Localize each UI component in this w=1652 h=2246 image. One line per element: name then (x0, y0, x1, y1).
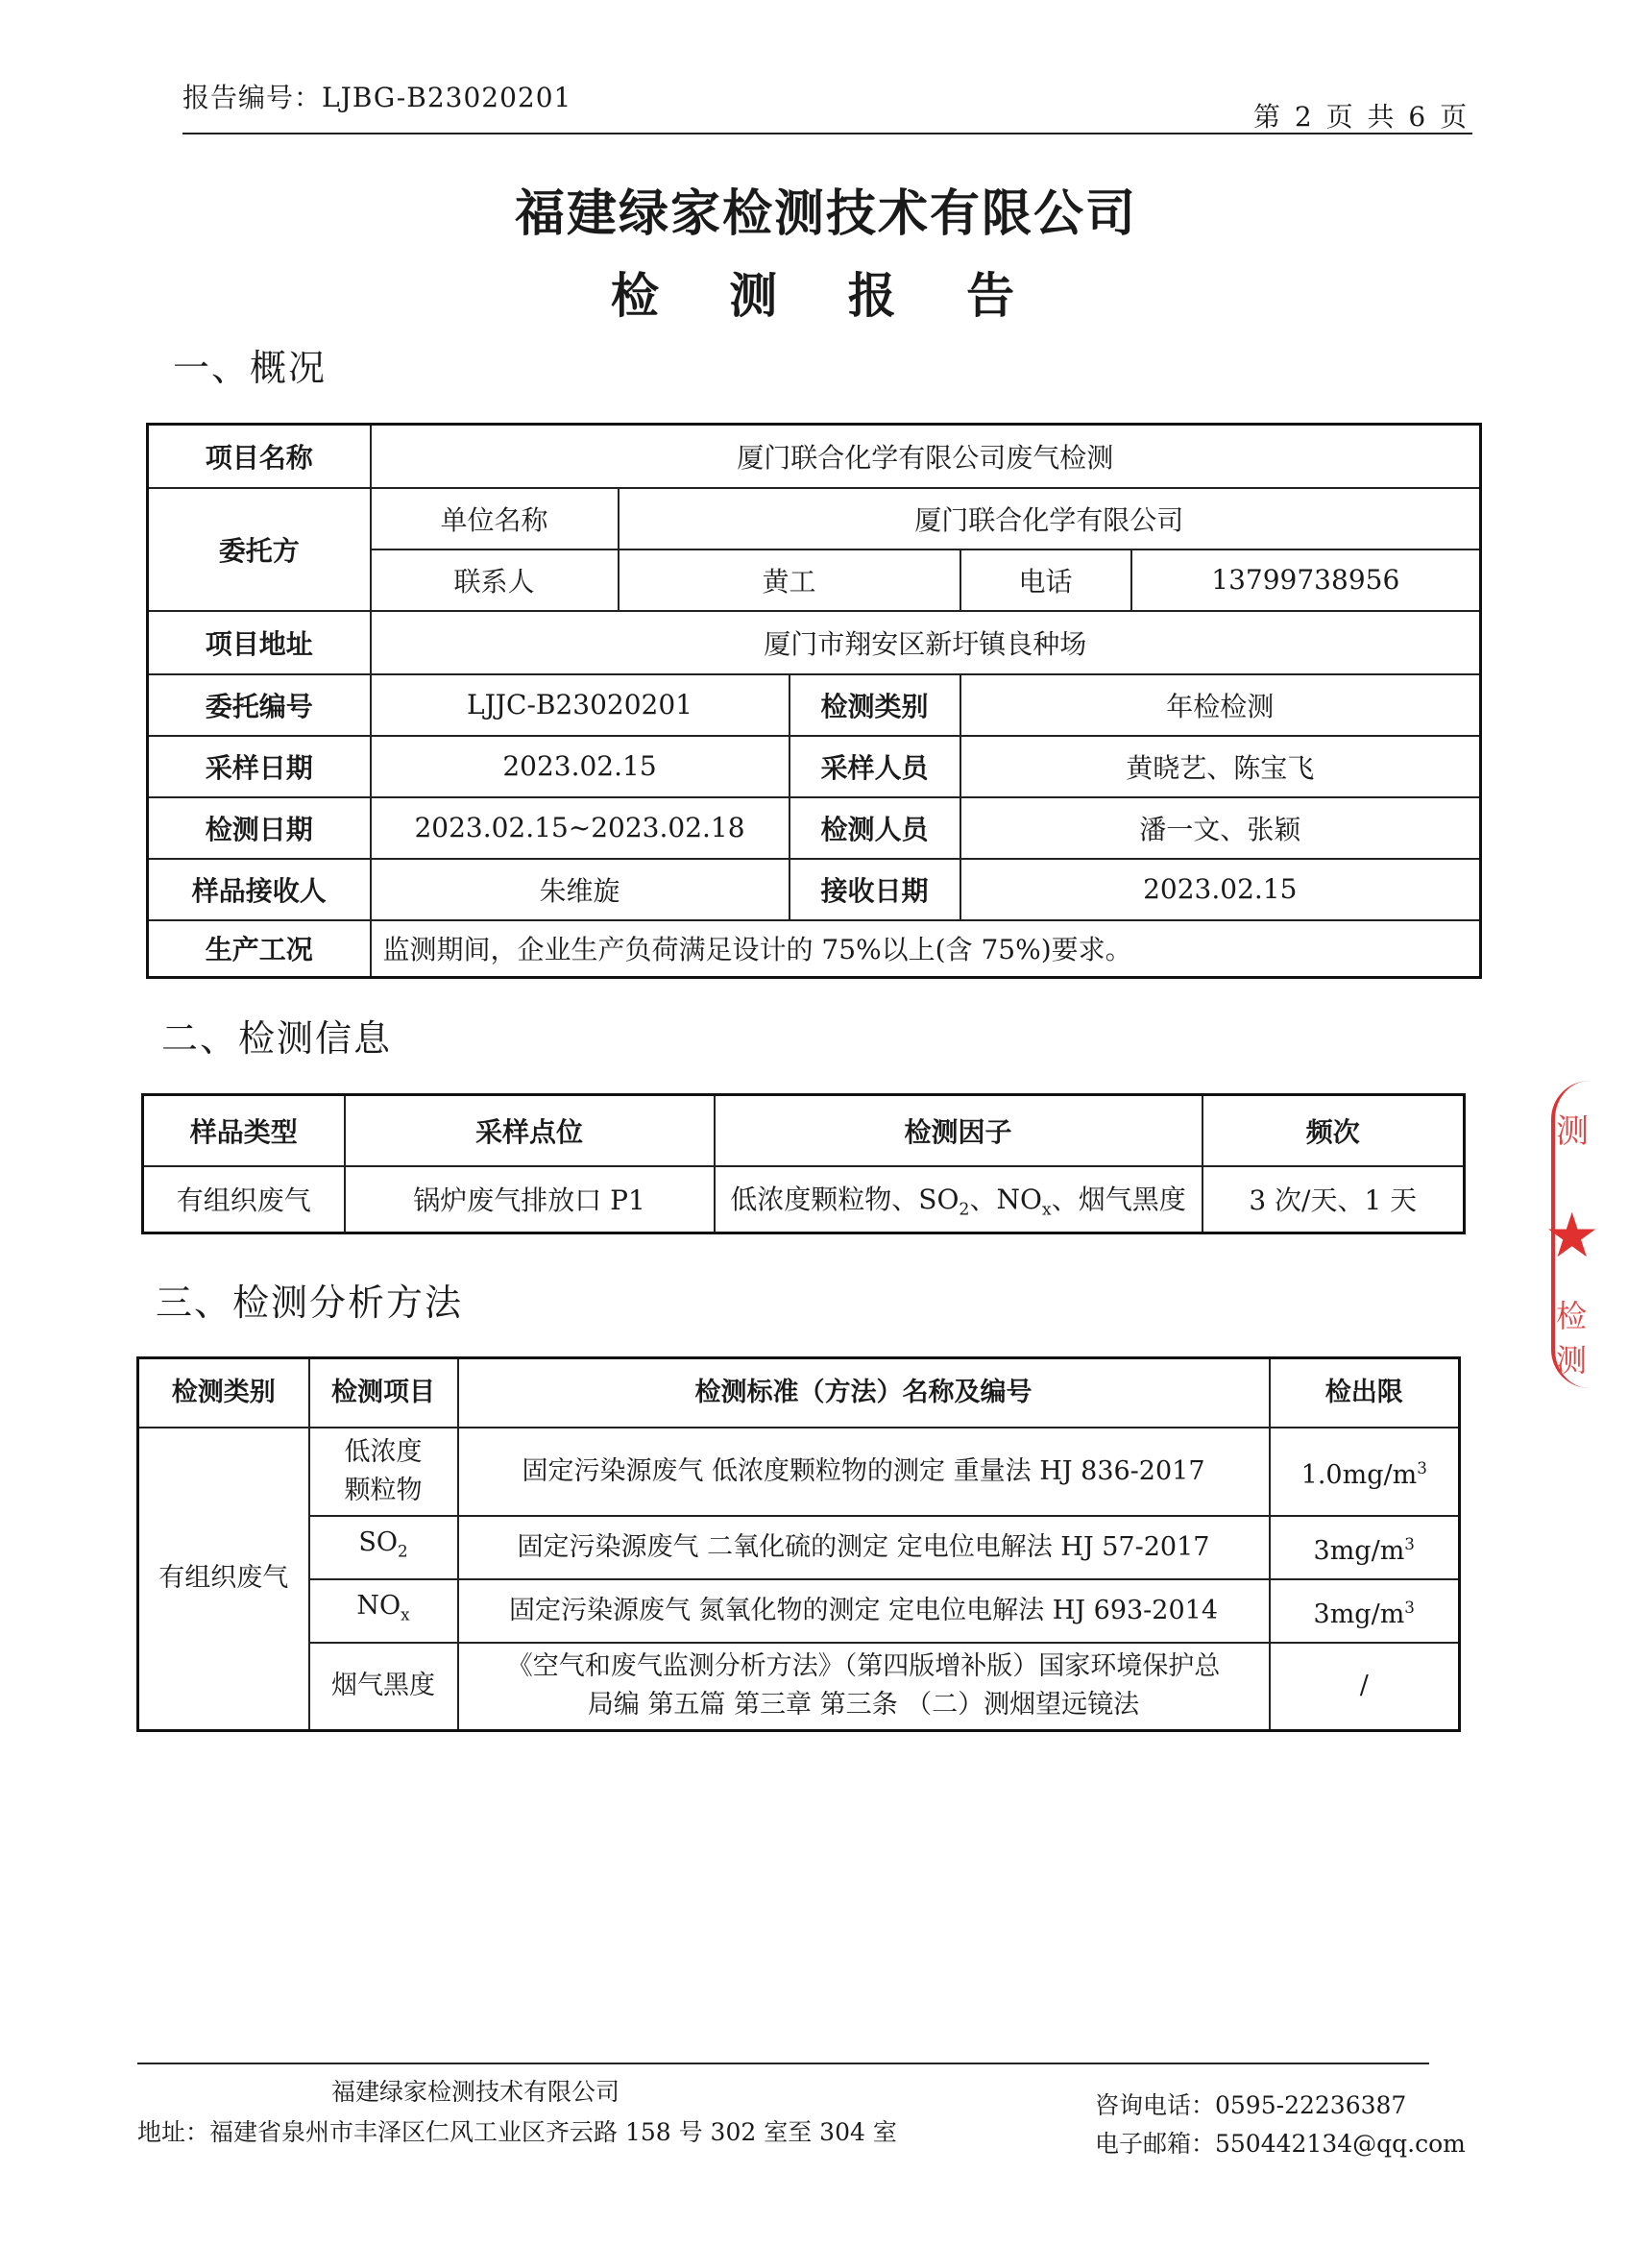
info-header-frequency: 频次 (1203, 1095, 1465, 1166)
receiver-label: 样品接收人 (148, 859, 371, 920)
project-name-label: 项目名称 (148, 425, 371, 488)
method-limit-so2: $3mg/m^3$ (1270, 1516, 1460, 1579)
phone-label: 电话 (960, 549, 1131, 611)
report-number: 报告编号：LJBG-B23020201 (182, 82, 572, 113)
method-standard-smoke-line2: 局编 第五篇 第三章 第三条 （二）测烟望远镜法 (587, 1690, 1140, 1721)
seal-text-bottom: 检测 (1556, 1298, 1588, 1379)
footer-phone: 咨询电话：0595-22236387 (1095, 2091, 1407, 2119)
seal-star-icon: ★ (1544, 1201, 1600, 1272)
methods-category: 有组织废气 (138, 1428, 309, 1731)
info-table (141, 1093, 1466, 1234)
condition-label: 生产工况 (148, 920, 371, 978)
address-label: 项目地址 (148, 611, 371, 674)
method-limit-smoke: / (1270, 1643, 1460, 1731)
sampling-date-label: 采样日期 (148, 736, 371, 797)
receive-date-label: 接收日期 (790, 859, 960, 920)
unit-name-label: 单位名称 (371, 488, 619, 549)
commission-no: LJJC-B23020201 (371, 674, 790, 736)
overview-table (146, 423, 1482, 979)
methods-header-item: 检测项目 (309, 1358, 458, 1428)
condition-value: 监测期间，企业生产负荷满足设计的 75%以上(含 75%)要求。 (371, 920, 1481, 978)
methods-header-limit: 检出限 (1270, 1358, 1460, 1428)
footer-divider (137, 2063, 1429, 2064)
tester-label: 检测人员 (790, 797, 960, 859)
method-standard-pm: 固定污染源废气 低浓度颗粒物的测定 重量法 HJ 836-2017 (458, 1428, 1270, 1516)
sampler-value: 黄晓艺、陈宝飞 (960, 736, 1481, 797)
method-standard-smoke (458, 1643, 1270, 1731)
section-overview-heading: 一、概况 (173, 347, 328, 389)
methods-header-standard: 检测标准（方法）名称及编号 (458, 1358, 1270, 1428)
info-frequency: 3 次/天、1 天 (1203, 1166, 1465, 1233)
company-title: 福建绿家检测技术有限公司 (514, 185, 1137, 243)
contact-value: 黄工 (619, 549, 960, 611)
category-value: 年检检测 (960, 674, 1481, 736)
footer-email: 电子邮箱：550442134@qq.com (1095, 2130, 1466, 2158)
header-divider (182, 133, 1472, 134)
sampling-date: 2023.02.15 (371, 736, 790, 797)
method-item-so2: $SO_2$ (309, 1516, 458, 1579)
method-limit-pm: $1.0mg/m^3$ (1270, 1428, 1460, 1516)
method-item-nox: $NO_x$ (309, 1579, 458, 1643)
project-name: 厦门联合化学有限公司废气检测 (371, 425, 1481, 488)
footer-company: 福建绿家检测技术有限公司 (331, 2078, 620, 2106)
test-date: 2023.02.15~2023.02.18 (371, 797, 790, 859)
methods-header-category: 检测类别 (138, 1358, 309, 1428)
test-date-label: 检测日期 (148, 797, 371, 859)
section-info-heading: 二、检测信息 (161, 1017, 393, 1060)
method-standard-so2: 固定污染源废气 二氧化硫的测定 定电位电解法 HJ 57-2017 (458, 1516, 1270, 1579)
info-header-point: 采样点位 (345, 1095, 715, 1166)
seal-text-top: 测 (1556, 1112, 1589, 1151)
address-value: 厦门市翔安区新圩镇良种场 (371, 611, 1481, 674)
contact-label: 联系人 (371, 549, 619, 611)
footer-address: 地址：福建省泉州市丰泽区仁风工业区齐云路 158 号 302 室至 304 室 (137, 2118, 897, 2146)
section-methods-heading: 三、检测分析方法 (156, 1282, 464, 1324)
report-title: 检 测 报 告 (610, 268, 1042, 324)
info-header-factors: 检测因子 (715, 1095, 1203, 1166)
info-sample-type: 有组织废气 (143, 1166, 345, 1233)
info-header-type: 样品类型 (143, 1095, 345, 1166)
method-standard-nox: 固定污染源废气 氮氧化物的测定 定电位电解法 HJ 693-2014 (458, 1579, 1270, 1643)
page-indicator: 第 2 页 共 6 页 (1253, 101, 1470, 133)
method-item-smoke: 烟气黑度 (309, 1643, 458, 1731)
method-limit-nox: $3mg/m^3$ (1270, 1579, 1460, 1643)
tester-value: 潘一文、张颖 (960, 797, 1481, 859)
method-item-pm: 低浓度 颗粒物 (309, 1428, 458, 1516)
method-standard-smoke-line1: 《空气和废气监测分析方法》（第四版增补版）国家环境保护总 (506, 1651, 1221, 1682)
methods-table (136, 1356, 1461, 1732)
client-label: 委托方 (148, 488, 371, 611)
receive-date: 2023.02.15 (960, 859, 1481, 920)
receiver-value: 朱维旋 (371, 859, 790, 920)
sampler-label: 采样人员 (790, 736, 960, 797)
info-point: 锅炉废气排放口 P1 (345, 1166, 715, 1233)
info-factors: 低浓度颗粒物、$SO_2$、$NO_x$、烟气黑度 (715, 1166, 1203, 1233)
unit-name: 厦门联合化学有限公司 (619, 488, 1481, 549)
commission-no-label: 委托编号 (148, 674, 371, 736)
phone-value: 13799738956 (1131, 549, 1481, 611)
category-label: 检测类别 (790, 674, 960, 736)
